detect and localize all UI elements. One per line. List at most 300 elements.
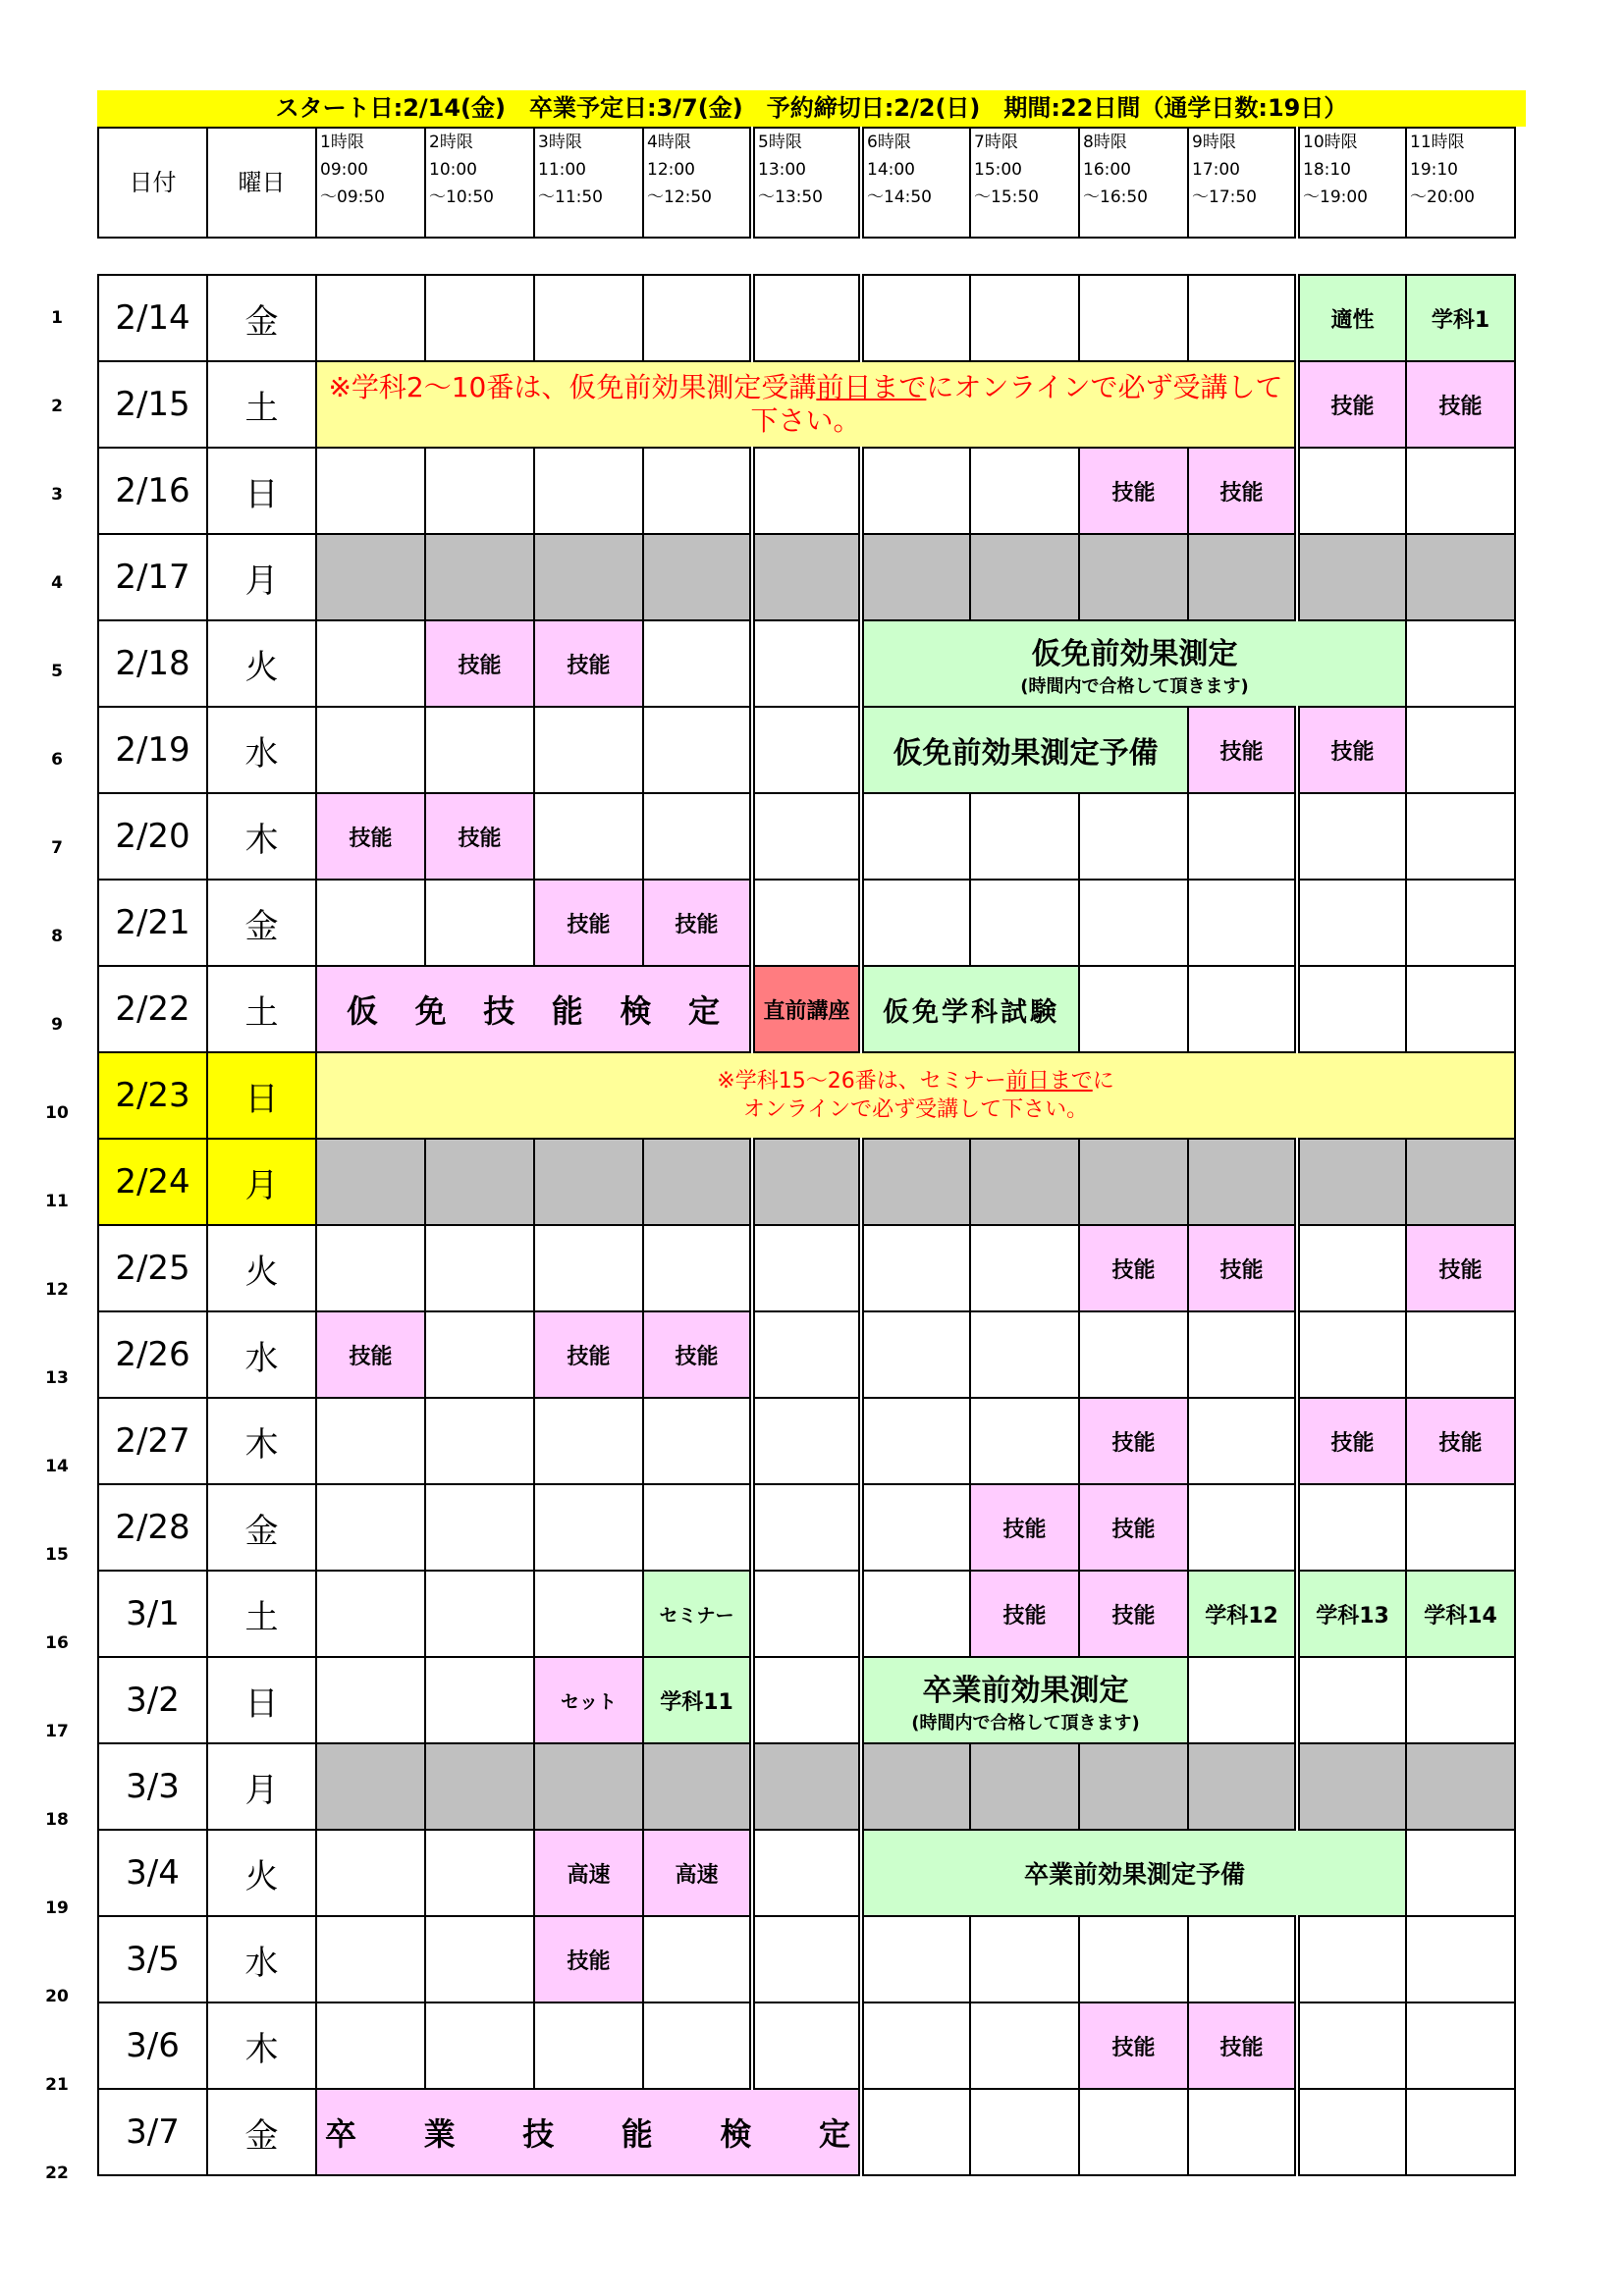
schedule-row bbox=[98, 880, 1515, 966]
driving-lesson-cell: 技能 bbox=[316, 1311, 425, 1398]
graduation-effect-test-cell: 卒業前効果測定 (時間内で合格して頂きます) bbox=[861, 1657, 1188, 1743]
slot-cell bbox=[1188, 966, 1297, 1052]
weekday-cell: 金 bbox=[207, 880, 316, 966]
date-cell: 3/4 bbox=[98, 1830, 207, 1916]
driving-lesson-cell: 技能 bbox=[1297, 361, 1406, 448]
date-cell: 2/15 bbox=[98, 361, 207, 448]
weekday-cell: 金 bbox=[207, 2089, 316, 2175]
period-header-1: 1時限 09:00 ～09:50 bbox=[316, 128, 425, 238]
period-header-10: 10時限 18:10 ～19:00 bbox=[1297, 128, 1406, 238]
slot-cell bbox=[752, 1398, 861, 1484]
closed-slot-cell bbox=[752, 1743, 861, 1830]
lecture-cell: 学科13 bbox=[1297, 1571, 1406, 1657]
date-cell: 2/28 bbox=[98, 1484, 207, 1571]
slot-cell bbox=[970, 793, 1079, 880]
slot-cell bbox=[316, 2002, 425, 2089]
slot-cell bbox=[1079, 2089, 1188, 2175]
slot-cell bbox=[534, 793, 643, 880]
driving-lesson-cell: 技能 bbox=[1079, 1571, 1188, 1657]
period-header-4: 4時限 12:00 ～12:50 bbox=[643, 128, 752, 238]
schedule-row bbox=[98, 1225, 1515, 1311]
closed-slot-cell bbox=[1079, 534, 1188, 620]
period-header-2: 2時限 10:00 ～10:50 bbox=[425, 128, 534, 238]
weekday-cell: 金 bbox=[207, 1484, 316, 1571]
schedule-row bbox=[98, 793, 1515, 880]
slot-cell bbox=[425, 1571, 534, 1657]
driving-lesson-cell: 技能 bbox=[534, 880, 643, 966]
weekday-cell: 月 bbox=[207, 1139, 316, 1225]
slot-cell bbox=[970, 1311, 1079, 1398]
slot-cell bbox=[316, 707, 425, 793]
slot-cell bbox=[316, 1657, 425, 1743]
online-lecture-notice: ※学科2～10番は、仮免前効果測定受講前日までにオンラインで必ず受講して 下さい。 bbox=[316, 361, 1297, 448]
date-cell: 3/1 bbox=[98, 1571, 207, 1657]
set-lesson-cell: セット bbox=[534, 1657, 643, 1743]
closed-slot-cell bbox=[861, 1139, 970, 1225]
weekday-cell: 火 bbox=[207, 1830, 316, 1916]
weekday-cell: 水 bbox=[207, 1916, 316, 2002]
slot-cell bbox=[643, 1398, 752, 1484]
row-number: 20 bbox=[45, 1987, 69, 2006]
slot-cell bbox=[861, 1484, 970, 1571]
slot-cell bbox=[752, 1571, 861, 1657]
date-cell: 2/22 bbox=[98, 966, 207, 1052]
slot-cell bbox=[970, 275, 1079, 361]
weekday-cell: 日 bbox=[207, 448, 316, 534]
schedule-row bbox=[98, 361, 1515, 448]
slot-cell bbox=[425, 275, 534, 361]
slot-cell bbox=[752, 1484, 861, 1571]
highway-lesson-cell: 高速 bbox=[534, 1830, 643, 1916]
date-cell: 2/17 bbox=[98, 534, 207, 620]
slot-cell bbox=[1297, 1225, 1406, 1311]
slot-cell bbox=[752, 448, 861, 534]
closed-slot-cell bbox=[534, 1743, 643, 1830]
slot-cell bbox=[1297, 2002, 1406, 2089]
closed-slot-cell bbox=[970, 1743, 1079, 1830]
slot-cell bbox=[643, 2002, 752, 2089]
weekday-cell: 水 bbox=[207, 707, 316, 793]
date-cell: 2/18 bbox=[98, 620, 207, 707]
driving-lesson-cell: 技能 bbox=[1079, 2002, 1188, 2089]
slot-cell bbox=[425, 2002, 534, 2089]
row-number: 17 bbox=[45, 1722, 69, 1741]
driving-lesson-cell: 技能 bbox=[1079, 1225, 1188, 1311]
weekday-cell: 月 bbox=[207, 534, 316, 620]
closed-slot-cell bbox=[643, 534, 752, 620]
driving-lesson-cell: 技能 bbox=[1188, 448, 1297, 534]
slot-cell bbox=[1406, 1830, 1515, 1916]
slot-cell bbox=[643, 1916, 752, 2002]
closed-slot-cell bbox=[534, 534, 643, 620]
driving-lesson-cell: 技能 bbox=[1188, 1225, 1297, 1311]
weekday-cell: 木 bbox=[207, 2002, 316, 2089]
slot-cell bbox=[1406, 2002, 1515, 2089]
slot-cell bbox=[1406, 620, 1515, 707]
slot-cell bbox=[534, 1571, 643, 1657]
slot-cell bbox=[425, 1398, 534, 1484]
date-cell: 2/20 bbox=[98, 793, 207, 880]
slot-cell bbox=[425, 1311, 534, 1398]
row-number: 7 bbox=[51, 838, 63, 858]
slot-cell bbox=[425, 1484, 534, 1571]
slot-cell bbox=[1188, 1398, 1297, 1484]
slot-cell bbox=[534, 707, 643, 793]
row-number: 15 bbox=[45, 1545, 69, 1565]
slot-cell bbox=[643, 1484, 752, 1571]
period-header-9: 9時限 17:00 ～17:50 bbox=[1188, 128, 1297, 238]
schedule-table bbox=[97, 274, 1516, 2176]
schedule-summary-banner: スタート日:2/14(金) 卒業予定日:3/7(金) 予約締切日:2/2(日) 期間:22日間（通学日数:19日） bbox=[97, 90, 1526, 127]
slot-cell bbox=[1297, 2089, 1406, 2175]
slot-cell bbox=[752, 880, 861, 966]
slot-cell bbox=[752, 620, 861, 707]
slot-cell bbox=[316, 1830, 425, 1916]
date-cell: 3/2 bbox=[98, 1657, 207, 1743]
schedule-row bbox=[98, 1398, 1515, 1484]
driving-lesson-cell: 技能 bbox=[1079, 448, 1188, 534]
schedule-row bbox=[98, 620, 1515, 707]
closed-slot-cell bbox=[752, 534, 861, 620]
lecture-cell: 学科14 bbox=[1406, 1571, 1515, 1657]
closed-slot-cell bbox=[1406, 534, 1515, 620]
slot-cell bbox=[1297, 1484, 1406, 1571]
slot-cell bbox=[1188, 1311, 1297, 1398]
date-cell: 2/23 bbox=[98, 1052, 207, 1139]
slot-cell bbox=[1188, 275, 1297, 361]
graduation-driving-exam-cell: 卒 業 技 能 検 定 bbox=[316, 2089, 861, 2175]
slot-cell bbox=[425, 1225, 534, 1311]
closed-slot-cell bbox=[1297, 1139, 1406, 1225]
row-number: 2 bbox=[51, 397, 63, 416]
slot-cell bbox=[643, 707, 752, 793]
slot-cell bbox=[1297, 793, 1406, 880]
slot-cell bbox=[534, 1398, 643, 1484]
slot-cell bbox=[970, 1225, 1079, 1311]
closed-slot-cell bbox=[643, 1743, 752, 1830]
row-number: 13 bbox=[45, 1368, 69, 1388]
schedule-row bbox=[98, 1484, 1515, 1571]
slot-cell bbox=[752, 707, 861, 793]
slot-cell bbox=[425, 880, 534, 966]
slot-cell bbox=[425, 448, 534, 534]
schedule-row bbox=[98, 1311, 1515, 1398]
row-number: 21 bbox=[45, 2075, 69, 2095]
driving-lesson-cell: 技能 bbox=[534, 620, 643, 707]
slot-cell bbox=[316, 1484, 425, 1571]
schedule-row bbox=[98, 534, 1515, 620]
provisional-effect-test-reserve-cell: 仮免前効果測定予備 bbox=[861, 707, 1188, 793]
slot-cell bbox=[316, 275, 425, 361]
schedule-row bbox=[98, 1052, 1515, 1139]
row-number: 1 bbox=[51, 308, 63, 328]
slot-cell bbox=[752, 1657, 861, 1743]
driving-lesson-cell: 技能 bbox=[970, 1484, 1079, 1571]
schedule-row bbox=[98, 966, 1515, 1052]
slot-cell bbox=[316, 1398, 425, 1484]
lecture-cell: 学科11 bbox=[643, 1657, 752, 1743]
schedule-row bbox=[98, 707, 1515, 793]
weekday-column-header: 曜日 bbox=[207, 128, 316, 238]
row-number: 3 bbox=[51, 485, 63, 505]
date-column-header: 日付 bbox=[98, 128, 207, 238]
driving-lesson-cell: 技能 bbox=[1406, 1225, 1515, 1311]
slot-cell bbox=[861, 1916, 970, 2002]
closed-slot-cell bbox=[316, 1743, 425, 1830]
date-cell: 2/21 bbox=[98, 880, 207, 966]
date-cell: 2/14 bbox=[98, 275, 207, 361]
date-cell: 2/27 bbox=[98, 1398, 207, 1484]
slot-cell bbox=[752, 793, 861, 880]
provisional-effect-test-cell: 仮免前効果測定 (時間内で合格して頂きます) bbox=[861, 620, 1406, 707]
slot-cell bbox=[1079, 793, 1188, 880]
weekday-cell: 土 bbox=[207, 361, 316, 448]
highway-lesson-cell: 高速 bbox=[643, 1830, 752, 1916]
date-cell: 2/24 bbox=[98, 1139, 207, 1225]
closed-slot-cell bbox=[316, 534, 425, 620]
slot-cell bbox=[1406, 1657, 1515, 1743]
slot-cell bbox=[970, 880, 1079, 966]
driving-lesson-cell: 技能 bbox=[970, 1571, 1079, 1657]
closed-slot-cell bbox=[1188, 534, 1297, 620]
slot-cell bbox=[752, 275, 861, 361]
closed-slot-cell bbox=[425, 1139, 534, 1225]
weekday-cell: 火 bbox=[207, 620, 316, 707]
schedule-row bbox=[98, 1139, 1515, 1225]
slot-cell bbox=[970, 2089, 1079, 2175]
slot-cell bbox=[1079, 966, 1188, 1052]
weekday-cell: 日 bbox=[207, 1657, 316, 1743]
slot-cell bbox=[1406, 1311, 1515, 1398]
slot-cell bbox=[643, 275, 752, 361]
slot-cell bbox=[861, 2002, 970, 2089]
aptitude-test-cell: 適性 bbox=[1297, 275, 1406, 361]
slot-cell bbox=[643, 448, 752, 534]
slot-cell bbox=[643, 1225, 752, 1311]
seminar-notice: ※学科15～26番は、セミナー前日までに オンラインで必ず受講して下さい。 bbox=[316, 1052, 1515, 1139]
slot-cell bbox=[534, 2002, 643, 2089]
slot-cell bbox=[1406, 966, 1515, 1052]
slot-cell bbox=[1079, 275, 1188, 361]
row-number: 12 bbox=[45, 1280, 69, 1300]
slot-cell bbox=[1406, 448, 1515, 534]
slot-cell bbox=[970, 2002, 1079, 2089]
closed-slot-cell bbox=[1188, 1743, 1297, 1830]
period-header-11: 11時限 19:10 ～20:00 bbox=[1406, 128, 1515, 238]
slot-cell bbox=[752, 1311, 861, 1398]
slot-cell bbox=[970, 448, 1079, 534]
closed-slot-cell bbox=[1406, 1139, 1515, 1225]
driving-lesson-cell: 技能 bbox=[1297, 707, 1406, 793]
closed-slot-cell bbox=[1297, 1743, 1406, 1830]
row-number: 22 bbox=[45, 2163, 69, 2183]
closed-slot-cell bbox=[861, 534, 970, 620]
row-number: 5 bbox=[51, 662, 63, 681]
date-cell: 3/6 bbox=[98, 2002, 207, 2089]
closed-slot-cell bbox=[316, 1139, 425, 1225]
slot-cell bbox=[1188, 793, 1297, 880]
slot-cell bbox=[1297, 880, 1406, 966]
slot-cell bbox=[316, 1571, 425, 1657]
slot-cell bbox=[1188, 880, 1297, 966]
schedule-row bbox=[98, 1830, 1515, 1916]
driving-lesson-cell: 技能 bbox=[425, 793, 534, 880]
slot-cell bbox=[425, 707, 534, 793]
slot-cell bbox=[1079, 880, 1188, 966]
schedule-row bbox=[98, 1657, 1515, 1743]
weekday-cell: 木 bbox=[207, 793, 316, 880]
slot-cell bbox=[643, 620, 752, 707]
closed-slot-cell bbox=[861, 1743, 970, 1830]
slot-cell bbox=[1188, 1484, 1297, 1571]
schedule-row bbox=[98, 1571, 1515, 1657]
closed-slot-cell bbox=[970, 534, 1079, 620]
slot-cell bbox=[752, 2002, 861, 2089]
slot-cell bbox=[1406, 880, 1515, 966]
closed-slot-cell bbox=[534, 1139, 643, 1225]
pre-exam-lecture-cell: 直前講座 bbox=[752, 966, 861, 1052]
closed-slot-cell bbox=[1188, 1139, 1297, 1225]
seminar-cell: セミナー bbox=[643, 1571, 752, 1657]
row-number: 8 bbox=[51, 927, 63, 946]
slot-cell bbox=[752, 1916, 861, 2002]
weekday-cell: 月 bbox=[207, 1743, 316, 1830]
date-cell: 3/3 bbox=[98, 1743, 207, 1830]
driving-lesson-cell: 技能 bbox=[1297, 1398, 1406, 1484]
slot-cell bbox=[1188, 1657, 1297, 1743]
date-cell: 3/5 bbox=[98, 1916, 207, 2002]
weekday-cell: 土 bbox=[207, 1571, 316, 1657]
closed-slot-cell bbox=[752, 1139, 861, 1225]
closed-slot-cell bbox=[1079, 1743, 1188, 1830]
weekday-cell: 金 bbox=[207, 275, 316, 361]
row-number: 10 bbox=[45, 1103, 69, 1123]
slot-cell bbox=[316, 1225, 425, 1311]
slot-cell bbox=[1406, 1484, 1515, 1571]
schedule-row bbox=[98, 448, 1515, 534]
closed-slot-cell bbox=[425, 1743, 534, 1830]
closed-slot-cell bbox=[1297, 534, 1406, 620]
row-number-column bbox=[39, 274, 75, 2217]
slot-cell bbox=[534, 275, 643, 361]
period-header-3: 3時限 11:00 ～11:50 bbox=[534, 128, 643, 238]
slot-cell bbox=[861, 793, 970, 880]
slot-cell bbox=[534, 1225, 643, 1311]
driving-lesson-cell: 技能 bbox=[1406, 1398, 1515, 1484]
slot-cell bbox=[1406, 707, 1515, 793]
slot-cell bbox=[425, 1916, 534, 2002]
slot-cell bbox=[861, 2089, 970, 2175]
driving-lesson-cell: 技能 bbox=[1406, 361, 1515, 448]
slot-cell bbox=[1188, 1916, 1297, 2002]
row-number: 9 bbox=[51, 1015, 63, 1035]
slot-cell bbox=[316, 1916, 425, 2002]
slot-cell bbox=[1079, 1311, 1188, 1398]
weekday-cell: 火 bbox=[207, 1225, 316, 1311]
driving-lesson-cell: 技能 bbox=[643, 1311, 752, 1398]
slot-cell bbox=[752, 1830, 861, 1916]
driving-lesson-cell: 技能 bbox=[1188, 2002, 1297, 2089]
driving-lesson-cell: 技能 bbox=[1079, 1398, 1188, 1484]
row-number: 16 bbox=[45, 1633, 69, 1653]
lecture-cell: 学科12 bbox=[1188, 1571, 1297, 1657]
driving-lesson-cell: 技能 bbox=[643, 880, 752, 966]
date-cell: 2/16 bbox=[98, 448, 207, 534]
row-number: 14 bbox=[45, 1457, 69, 1476]
driving-lesson-cell: 技能 bbox=[534, 1916, 643, 2002]
period-header-5: 5時限 13:00 ～13:50 bbox=[752, 128, 861, 238]
slot-cell bbox=[425, 1657, 534, 1743]
driving-lesson-cell: 技能 bbox=[1079, 1484, 1188, 1571]
slot-cell bbox=[1406, 2089, 1515, 2175]
slot-cell bbox=[1406, 793, 1515, 880]
schedule-row bbox=[98, 1916, 1515, 2002]
weekday-cell: 日 bbox=[207, 1052, 316, 1139]
slot-cell bbox=[861, 1311, 970, 1398]
slot-cell bbox=[1297, 1311, 1406, 1398]
slot-cell bbox=[1297, 1916, 1406, 2002]
slot-cell bbox=[316, 620, 425, 707]
closed-slot-cell bbox=[970, 1139, 1079, 1225]
closed-slot-cell bbox=[425, 534, 534, 620]
driving-lesson-cell: 技能 bbox=[534, 1311, 643, 1398]
date-cell: 2/25 bbox=[98, 1225, 207, 1311]
period-header-8: 8時限 16:00 ～16:50 bbox=[1079, 128, 1188, 238]
slot-cell bbox=[316, 448, 425, 534]
slot-cell bbox=[861, 1225, 970, 1311]
provisional-driving-exam-cell: 仮 免 技 能 検 定 bbox=[316, 966, 752, 1052]
schedule-row bbox=[98, 2002, 1515, 2089]
weekday-cell: 土 bbox=[207, 966, 316, 1052]
closed-slot-cell bbox=[1406, 1743, 1515, 1830]
slot-cell bbox=[1188, 2089, 1297, 2175]
period-header-7: 7時限 15:00 ～15:50 bbox=[970, 128, 1079, 238]
slot-cell bbox=[970, 1398, 1079, 1484]
graduation-effect-test-reserve-cell: 卒業前効果測定予備 bbox=[861, 1830, 1406, 1916]
driving-lesson-cell: 技能 bbox=[425, 620, 534, 707]
slot-cell bbox=[1406, 1916, 1515, 2002]
slot-cell bbox=[534, 1484, 643, 1571]
closed-slot-cell bbox=[1079, 1139, 1188, 1225]
header-table bbox=[97, 127, 1516, 239]
row-number: 19 bbox=[45, 1898, 69, 1918]
slot-cell bbox=[752, 1225, 861, 1311]
driving-lesson-cell: 技能 bbox=[1188, 707, 1297, 793]
period-header-6: 6時限 14:00 ～14:50 bbox=[861, 128, 970, 238]
row-number: 6 bbox=[51, 750, 63, 770]
slot-cell bbox=[861, 1571, 970, 1657]
date-cell: 3/7 bbox=[98, 2089, 207, 2175]
weekday-cell: 木 bbox=[207, 1398, 316, 1484]
slot-cell bbox=[861, 448, 970, 534]
slot-cell bbox=[970, 1916, 1079, 2002]
schedule-row bbox=[98, 2089, 1515, 2175]
row-number: 4 bbox=[51, 573, 63, 593]
slot-cell bbox=[316, 880, 425, 966]
slot-cell bbox=[861, 1398, 970, 1484]
slot-cell bbox=[1297, 1657, 1406, 1743]
weekday-cell: 水 bbox=[207, 1311, 316, 1398]
date-cell: 2/19 bbox=[98, 707, 207, 793]
row-number: 11 bbox=[45, 1192, 69, 1211]
slot-cell bbox=[425, 1830, 534, 1916]
row-number: 18 bbox=[45, 1810, 69, 1830]
slot-cell bbox=[861, 880, 970, 966]
date-cell: 2/26 bbox=[98, 1311, 207, 1398]
slot-cell bbox=[1079, 1916, 1188, 2002]
provisional-written-exam-cell: 仮免学科試験 bbox=[861, 966, 1079, 1052]
slot-cell bbox=[1297, 966, 1406, 1052]
